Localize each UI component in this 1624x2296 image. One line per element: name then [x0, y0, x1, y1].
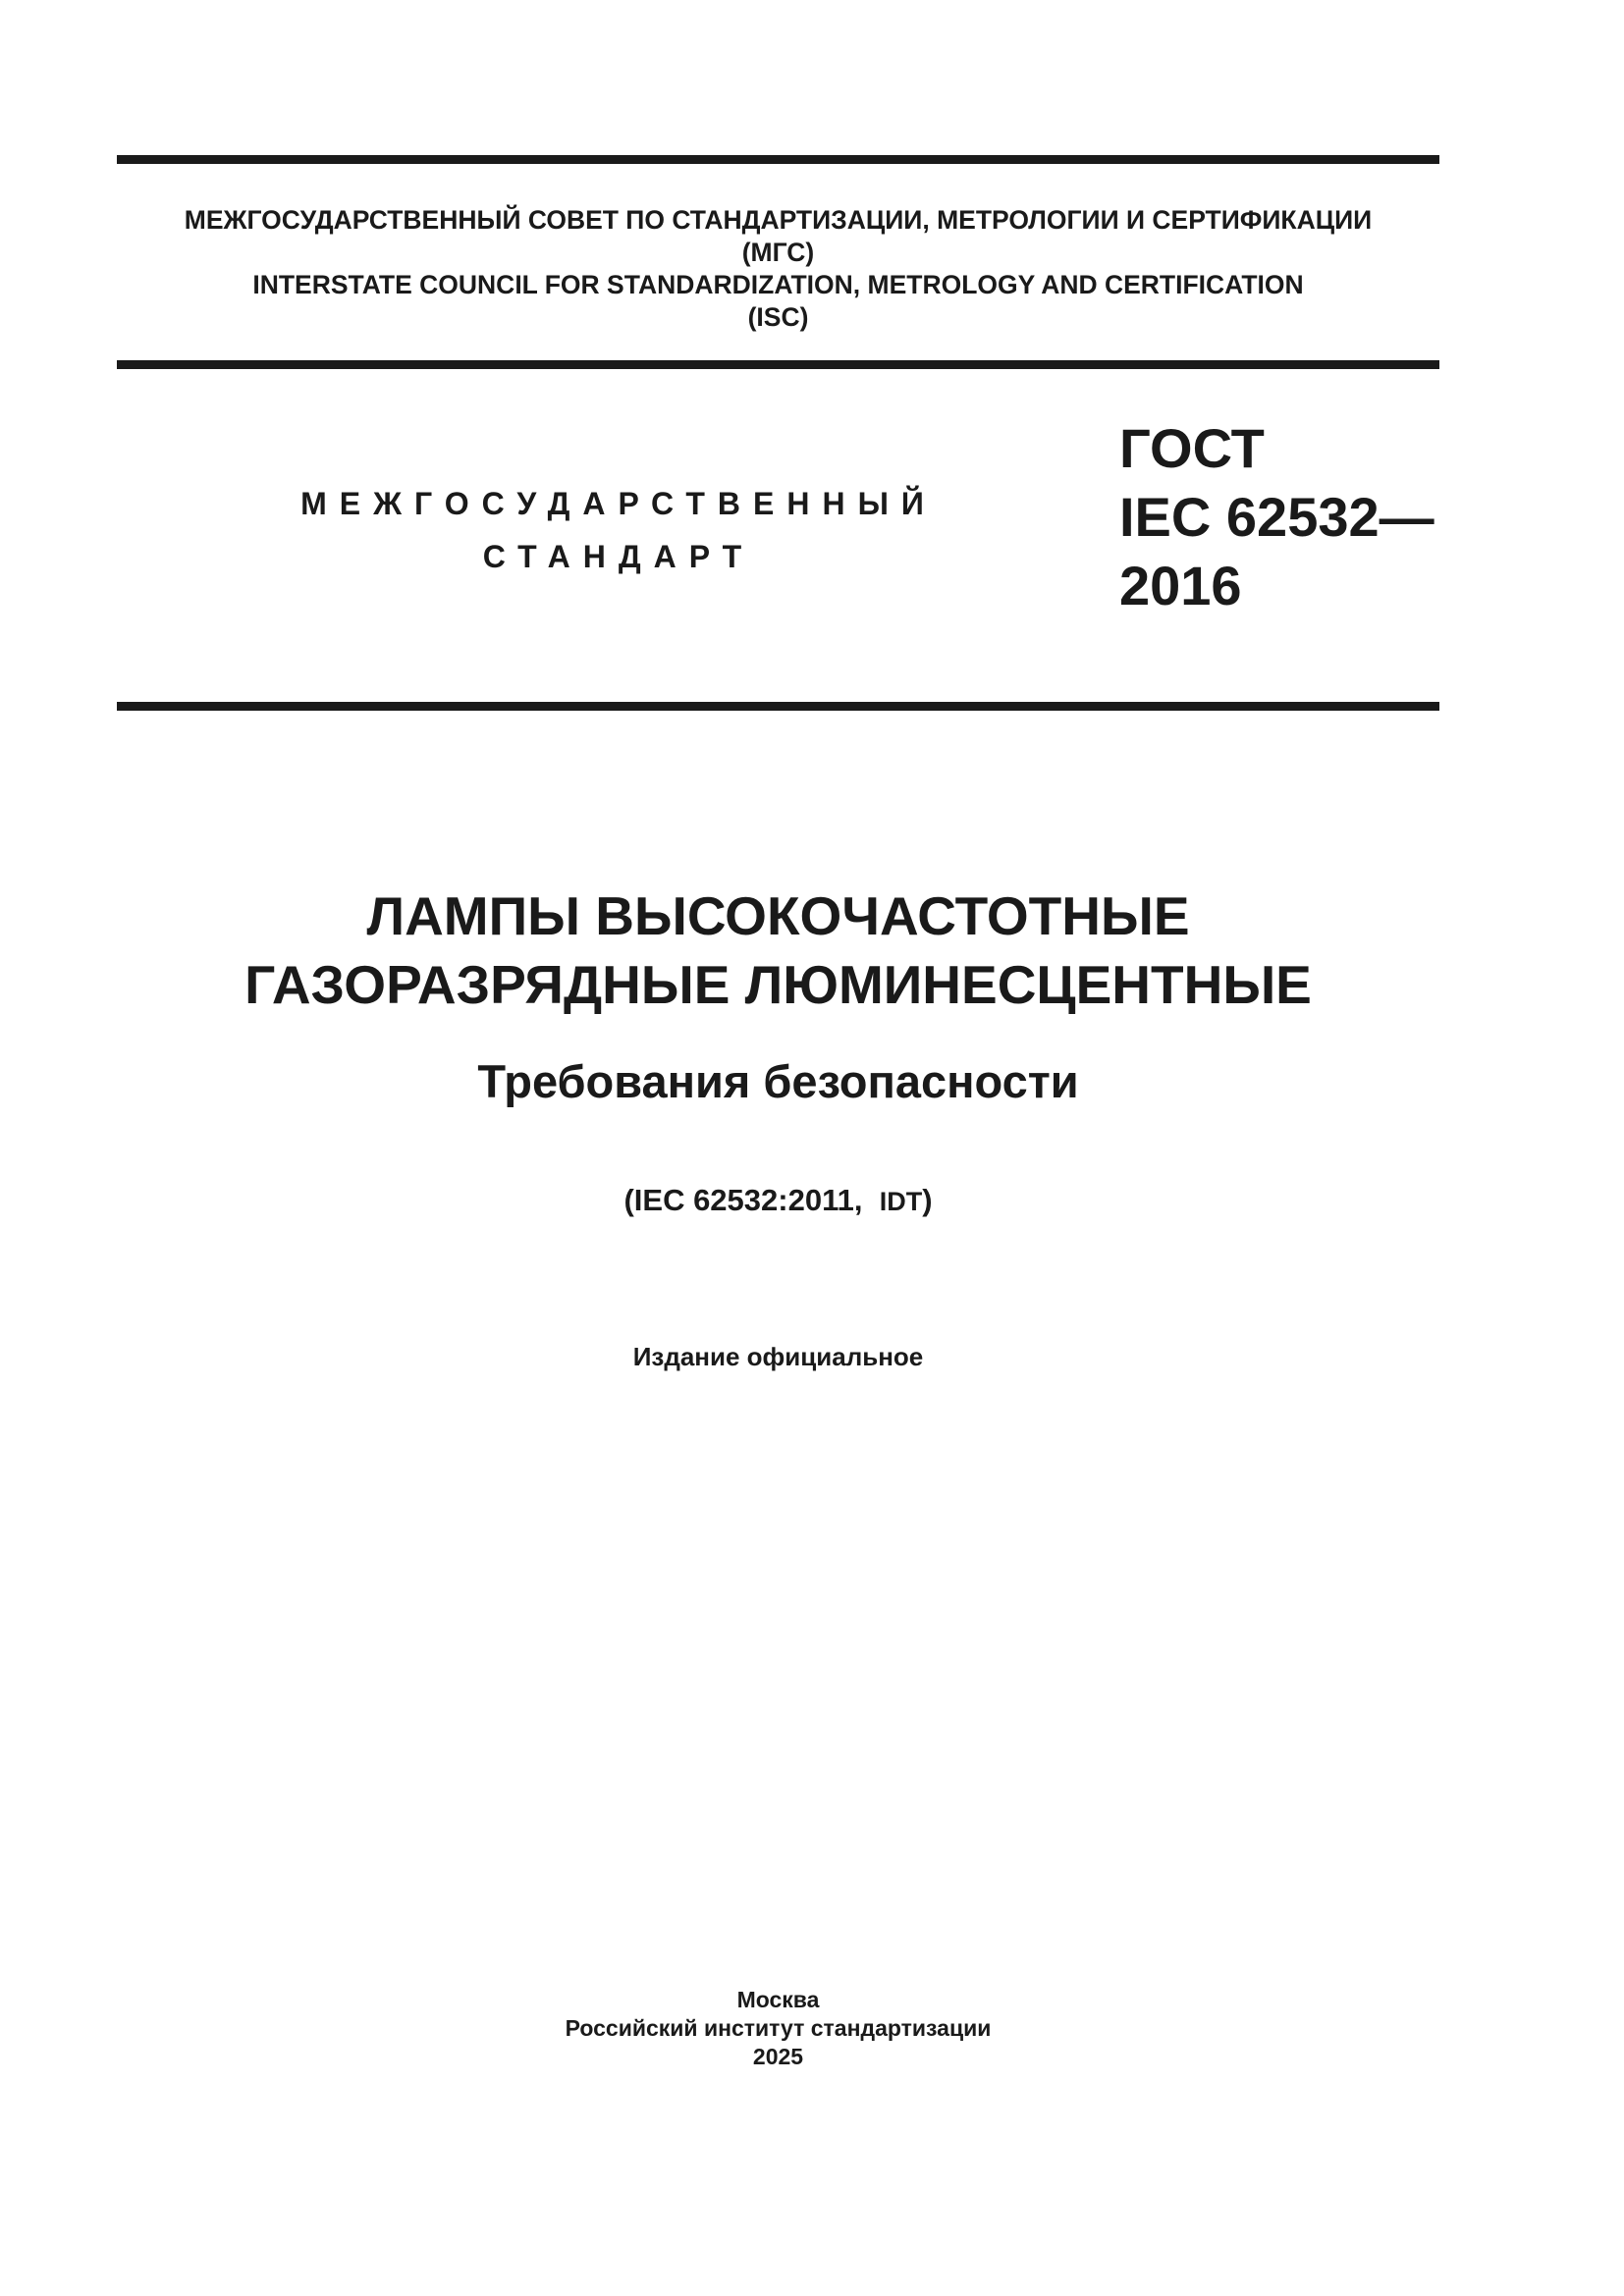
council-name-en: INTERSTATE COUNCIL FOR STANDARDIZATION, METROLOGY AND CERTIFICATION	[252, 270, 1304, 299]
standard-designation	[1119, 414, 1435, 620]
document-subtitle: Требования безопасности	[477, 1055, 1079, 1107]
bottom-divider-rule	[117, 702, 1439, 711]
standard-designation-line1: ГОСТ	[1119, 417, 1265, 479]
imprint-publisher: Российский институт стандартизации	[565, 2015, 992, 2041]
middle-divider-rule	[117, 360, 1439, 369]
standard-kind	[295, 477, 943, 583]
standard-kind-line1: МЕЖГОСУДАРСТВЕННЫЙ	[300, 486, 937, 521]
council-name-ru: МЕЖГОСУДАРСТВЕННЫЙ СОВЕТ ПО СТАНДАРТИЗАЦИИ, МЕТРОЛОГИИ И СЕРТИФИКАЦИИ	[184, 205, 1373, 235]
iec-reference	[117, 1181, 1439, 1221]
imprint-year: 2025	[752, 2044, 804, 2069]
standard-designation-line2: IEC 62532—	[1119, 486, 1435, 548]
document-title-line1: ЛАМПЫ ВЫСОКОЧАСТОТНЫЕ	[366, 885, 1190, 946]
standard-designation-line3: 2016	[1119, 555, 1242, 616]
document-title	[117, 881, 1439, 1019]
iec-reference-number: (IEC 62532:2011,	[623, 1183, 863, 1217]
top-divider-rule	[117, 155, 1439, 164]
imprint	[117, 1986, 1439, 2071]
edition-label: Издание официальное	[632, 1342, 924, 1371]
iec-reference-close: )	[922, 1183, 933, 1217]
iec-reference-degree: IDT	[879, 1187, 923, 1216]
imprint-city: Москва	[736, 1987, 820, 2012]
council-abbr-en: (ISC)	[747, 302, 809, 332]
document-title-line2: ГАЗОРАЗРЯДНЫЕ ЛЮМИНЕСЦЕНТНЫЕ	[244, 954, 1312, 1015]
council-header	[117, 204, 1439, 334]
council-abbr-ru: (МГС)	[741, 238, 815, 267]
standard-kind-line2: СТАНДАРТ	[482, 539, 755, 574]
